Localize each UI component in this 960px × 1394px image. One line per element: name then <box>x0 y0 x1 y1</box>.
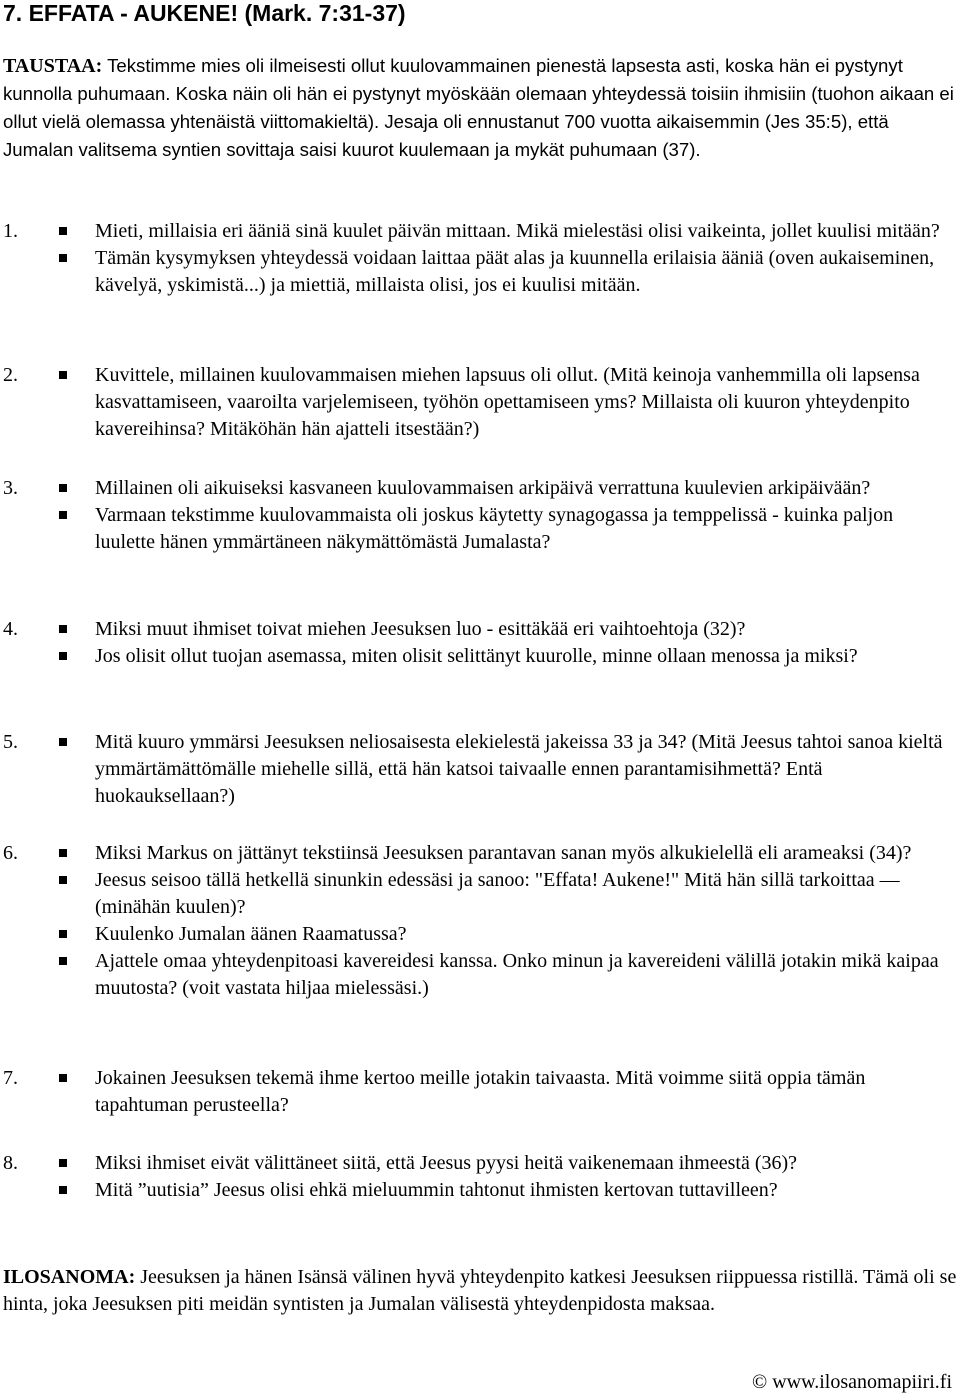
question-8 <box>3 1150 958 1204</box>
copyright-link[interactable]: © www.ilosanomapiiri.fi <box>752 1371 952 1393</box>
question-number: 5. <box>3 731 18 753</box>
question-number: 4. <box>3 618 18 640</box>
square-bullet-icon <box>59 484 67 492</box>
square-bullet-icon <box>59 254 67 262</box>
question-number: 8. <box>3 1152 18 1174</box>
list-item <box>3 729 958 810</box>
question-7 <box>3 1065 958 1119</box>
square-bullet-icon <box>59 1074 67 1082</box>
list-item <box>3 1177 958 1204</box>
list-item <box>3 867 958 921</box>
question-5 <box>3 729 958 810</box>
list-item <box>3 1150 958 1177</box>
question-text: Miksi Markus on jättänyt tekstiinsä Jeesuksen parantavan sanan myös alkukielellä eli arameaksi (34)? <box>95 842 912 864</box>
list-item <box>3 840 958 867</box>
square-bullet-icon <box>59 625 67 633</box>
square-bullet-icon <box>59 876 67 884</box>
gospel-text: Jeesuksen ja hänen Isänsä välinen hyvä yhteydenpito katkesi Jeesuksen riippuessa ristillä. Tämä oli se hinta, joka Jeesuksen piti meidän syntisten ja Jumalan välisestä yhteydenpidosta maksaa. <box>3 1266 957 1315</box>
square-bullet-icon <box>59 511 67 519</box>
gospel-label: ILOSANOMA: <box>3 1266 136 1288</box>
square-bullet-icon <box>59 1186 67 1194</box>
question-text: Tämän kysymyksen yhteydessä voidaan laittaa päät alas ja kuunnella erilaisia ääniä (oven aukaiseminen, kävelyä, yskimistä...) ja miettiä, millaista olisi, jos ei kuulisi mitään. <box>95 247 935 296</box>
list-item <box>3 643 958 670</box>
square-bullet-icon <box>59 371 67 379</box>
background-text: Tekstimme mies oli ilmeisesti ollut kuulovammainen pienestä lapsesta asti, koska hän ei pystynyt kunnolla puhumaan. Koska näin oli hän ei pystynyt myöskään olemaan yhteydessä toisiin ihmisiin (tuohon aikaan ei ollut vielä olemassa yhtenäistä viittomakieltä). Jesaja oli ennustanut 700 vuotta aikaisemmin (Jes 35:5), että Jumalan valitsema syntien sovittaja saisi kuurot kuulemaan ja mykät puhumaan (37). <box>3 55 954 160</box>
list-item <box>3 245 958 299</box>
question-number: 7. <box>3 1067 18 1089</box>
question-number: 1. <box>3 220 18 242</box>
question-text: Jos olisit ollut tuojan asemassa, miten olisit selittänyt kuurolle, minne ollaan menossa ja miksi? <box>95 645 858 667</box>
square-bullet-icon <box>59 1159 67 1167</box>
question-text: Kuvittele, millainen kuulovammaisen miehen lapsuus oli ollut. (Mitä keinoja vanhemmilla oli lapsensa kasvattamiseen, vaaroilta varjelemiseen, työhön opettamiseen yms? Millaista oli kuuron yhteydenpito kavereihinsa? Mitäköhän hän ajatteli itsestään?) <box>95 364 920 440</box>
list-item <box>3 362 958 443</box>
question-text: Mitä ”uutisia” Jeesus olisi ehkä mieluummin tahtonut ihmisten kertovan tuttavilleen? <box>95 1179 778 1201</box>
question-4 <box>3 616 958 670</box>
question-text: Miksi muut ihmiset toivat miehen Jeesuksen luo - esittäkää eri vaihtoehtoja (32)? <box>95 618 746 640</box>
question-text: Kuulenko Jumalan äänen Raamatussa? <box>95 923 407 945</box>
question-number: 3. <box>3 477 18 499</box>
question-2 <box>3 362 958 443</box>
question-3 <box>3 475 958 556</box>
question-text: Mieti, millaisia eri ääniä sinä kuulet päivän mittaan. Mikä mielestäsi olisi vaikeinta, jollet kuulisi mitään? <box>95 220 940 242</box>
question-number: 6. <box>3 842 18 864</box>
list-item <box>3 921 958 948</box>
square-bullet-icon <box>59 849 67 857</box>
question-text: Jokainen Jeesuksen tekemä ihme kertoo meille jotakin taivaasta. Mitä voimme siitä oppia tämän tapahtuman perusteella? <box>95 1067 866 1116</box>
question-text: Miksi ihmiset eivät välittäneet siitä, että Jeesus pyysi heitä vaikenemaan ihmeestä (36)? <box>95 1152 798 1174</box>
question-1 <box>3 218 958 299</box>
square-bullet-icon <box>59 930 67 938</box>
background-label: TAUSTAA: <box>3 55 103 77</box>
question-text: Mitä kuuro ymmärsi Jeesuksen neliosaisesta elekielestä jakeissa 33 ja 34? (Mitä Jeesus tahtoi sanoa kieltä ymmärtämättömälle miehelle sillä, että hän katsoi taivaalle ennen parantamisihmettä? Entä huokauksellaan?) <box>95 731 943 807</box>
question-text: Varmaan tekstimme kuulovammaista oli joskus käytetty synagogassa ja temppelissä - kuinka paljon luulette hänen ymmärtäneen näkymättömästä Jumalasta? <box>95 504 894 553</box>
question-text: Jeesus seisoo tällä hetkellä sinunkin edessäsi ja sanoo: "Effata! Aukene!" Mitä hän sillä tarkoittaa — (minähän kuulen)? <box>95 869 900 918</box>
square-bullet-icon <box>59 738 67 746</box>
list-item <box>3 1065 958 1119</box>
question-text: Millainen oli aikuiseksi kasvaneen kuulovammaisen arkipäivä verrattuna kuulevien arkipäivään? <box>95 477 871 499</box>
page-title: 7. EFFATA - AUKENE! (Mark. 7:31-37) <box>3 0 406 26</box>
square-bullet-icon <box>59 957 67 965</box>
question-number: 2. <box>3 364 18 386</box>
list-item <box>3 475 958 502</box>
gospel-message <box>3 1264 958 1318</box>
list-item <box>3 502 958 556</box>
question-text: Ajattele omaa yhteydenpitoasi kavereidesi kanssa. Onko minun ja kavereideni välillä jotakin mikä kaipaa muutosta? (voit vastata hiljaa mielessäsi.) <box>95 950 939 999</box>
question-6 <box>3 840 958 1002</box>
list-item <box>3 948 958 1002</box>
square-bullet-icon <box>59 652 67 660</box>
background-section <box>3 52 955 164</box>
list-item <box>3 616 958 643</box>
square-bullet-icon <box>59 227 67 235</box>
list-item <box>3 218 958 245</box>
